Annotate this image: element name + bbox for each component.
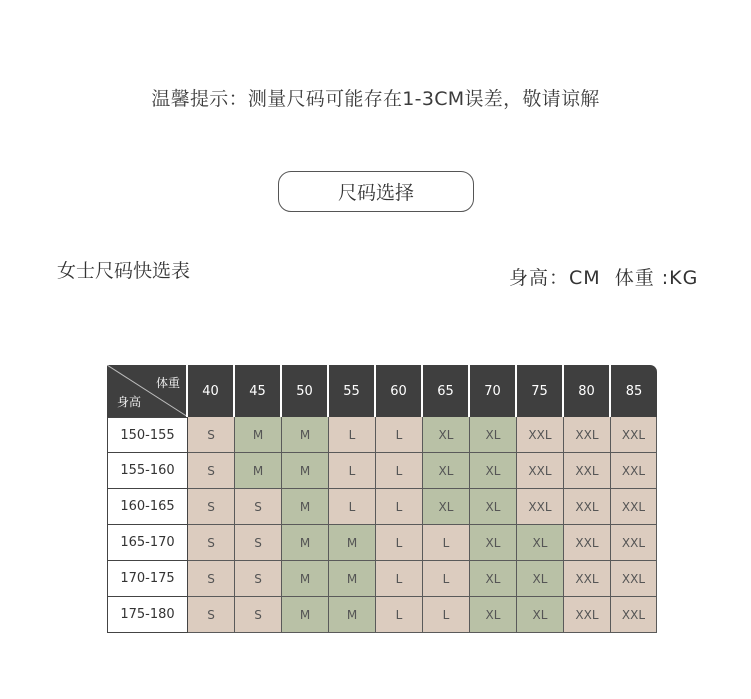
weight-header-cell: 80 [564,365,611,417]
size-cell: M [282,597,329,633]
size-cell: S [235,525,282,561]
weight-header-cell: 40 [188,365,235,417]
size-cell: XXL [517,453,564,489]
size-cell: S [188,417,235,453]
size-cell: XL [423,417,470,453]
size-cell: XL [470,597,517,633]
size-cell: L [376,453,423,489]
size-cell: XL [517,597,564,633]
size-cell: M [329,561,376,597]
size-cell: XXL [611,489,657,525]
size-cell: XXL [564,561,611,597]
units-label: 身高：CM 体重 :KG [509,267,699,289]
size-cell: L [423,597,470,633]
size-cell: XL [517,561,564,597]
size-cell: XL [470,489,517,525]
weight-header-cell: 55 [329,365,376,417]
size-cell: XXL [517,489,564,525]
height-cell: 155-160 [107,453,188,489]
size-cell: M [235,417,282,453]
height-cell: 170-175 [107,561,188,597]
size-cell: S [188,561,235,597]
height-cell: 160-165 [107,489,188,525]
size-cell: M [329,597,376,633]
size-cell: L [376,561,423,597]
weight-header-cell: 60 [376,365,423,417]
size-cell: XXL [564,525,611,561]
height-cell: 150-155 [107,417,188,453]
size-cell: M [282,525,329,561]
size-cell: S [235,561,282,597]
size-cell: XL [423,489,470,525]
size-cell: XXL [611,417,657,453]
size-cell: L [423,561,470,597]
size-cell: S [188,453,235,489]
size-select-button[interactable]: 尺码选择 [278,171,474,212]
size-cell: M [282,417,329,453]
size-cell: S [188,597,235,633]
notice-text: 温馨提示：测量尺码可能存在1-3CM误差，敬请谅解 [151,88,600,110]
size-cell: XXL [611,597,657,633]
size-cell: XL [470,525,517,561]
weight-header-cell: 85 [611,365,657,417]
size-cell: XXL [611,525,657,561]
table-row [107,597,657,633]
size-cell: L [329,489,376,525]
table-row [107,453,657,489]
size-cell: L [329,417,376,453]
weight-header-cell: 75 [517,365,564,417]
size-cell: XXL [564,453,611,489]
weight-header-cell: 45 [235,365,282,417]
table-row [107,561,657,597]
corner-weight-label: 体重 [155,376,180,390]
size-cell: XXL [611,453,657,489]
size-cell: L [329,453,376,489]
size-cell: M [235,453,282,489]
weight-header-cell: 65 [423,365,470,417]
table-row [107,489,657,525]
size-cell: L [376,525,423,561]
size-cell: XL [470,417,517,453]
table-row [107,417,657,453]
size-cell: L [376,417,423,453]
size-cell: XL [423,453,470,489]
weight-header-row [107,365,657,417]
size-cell: XXL [564,489,611,525]
size-cell: XXL [611,561,657,597]
size-cell: M [282,561,329,597]
weight-header-cell: 50 [282,365,329,417]
size-cell: S [188,489,235,525]
size-cell: L [376,489,423,525]
size-cell: XL [470,453,517,489]
size-cell: M [282,453,329,489]
size-cell: XL [517,525,564,561]
size-cell: XL [470,561,517,597]
size-cell: L [423,525,470,561]
size-cell: S [235,489,282,525]
size-cell: S [235,597,282,633]
table-title: 女士尺码快选表 [57,260,191,282]
corner-cell [107,365,188,417]
size-cell: M [282,489,329,525]
weight-header-cell: 70 [470,365,517,417]
size-cell: S [188,525,235,561]
size-cell: XXL [564,597,611,633]
table-row [107,525,657,561]
height-cell: 175-180 [107,597,188,633]
size-chart [107,365,657,633]
height-cell: 165-170 [107,525,188,561]
size-cell: M [329,525,376,561]
corner-height-label: 身高 [117,395,142,409]
size-cell: XXL [517,417,564,453]
size-cell: XXL [564,417,611,453]
size-cell: L [376,597,423,633]
